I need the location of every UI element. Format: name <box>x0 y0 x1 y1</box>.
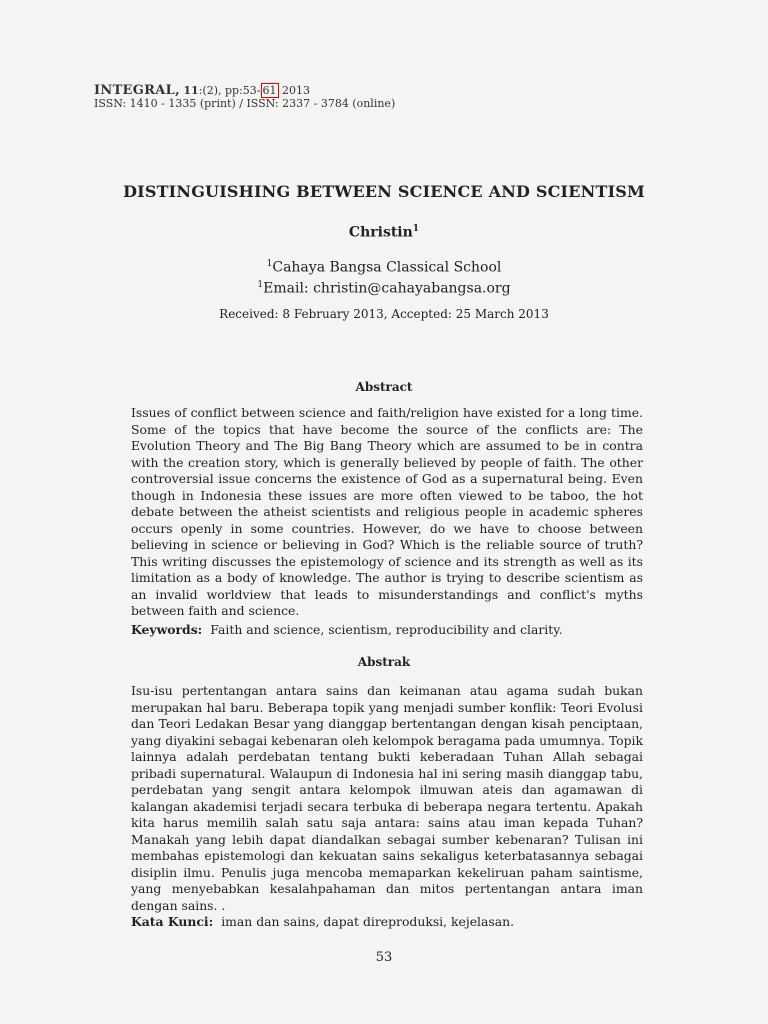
journal-year: 2013 <box>278 84 311 97</box>
author-name: Christin <box>348 224 413 241</box>
school-affiliation-mark: 1 <box>266 259 273 269</box>
kata-kunci-label: Kata Kunci: <box>131 914 214 929</box>
kata-kunci-text: iman dan sains, dapat direproduksi, kejelasan. <box>221 914 515 929</box>
paper-title: DISTINGUISHING BETWEEN SCIENCE AND SCIENTISM <box>123 182 645 201</box>
abstract-text: Issues of conflict between science and faith/religion have existed for a long time. Some of the topics that have become the source of the conflicts are: The Evolution Theory and The Big Bang Theory which are assumed to be in contra with the creation story, which is generally believed by people of faith. The other controversial issue concerns the existence of God as a supernatural being. Even though in Indonesia these issues are more often viewed to be taboo, the hot debate between the atheist scientists and religious people in academic spheres occurs openly in some countries. However, do we have to choose between believing in science or believing in God? Which is the reliable source of truth? This writing discusses the epistemology of science and its strength as well as its limitation as a body of knowledge. The author is trying to describe scientism as an invalid worldview that leads to misunderstandings and conflict's myths between faith and science. <box>131 405 643 618</box>
received-accepted-dates: Received: 8 February 2013, Accepted: 25 March 2013 <box>219 307 549 321</box>
affiliation-school-line <box>0 256 768 277</box>
kata-kunci-line <box>131 914 651 929</box>
abstrak-text: Isu-isu pertentangan antara sains dan keimanan atau agama sudah bukan merupakan hal baru. Beberapa topik yang menjadi sumber konflik: Teori Evolusi dan Teori Ledakan Besar yang dianggap bertentangan dengan kisah penciptaan, yang diyakini sebagai kebenaran oleh kelompok beragama pada umumnya. Topik lainnya adalah perdebatan tentang bukti keberadaan Tuhan Allah sebagai pribadi supernatural. Walaupun di Indonesia hal ini sering masih dianggap tabu, perdebatan yang sengit antara kelompok ilmuwan ateis dan agamawan di kalangan akademisi terjadi secara terbuka di beberapa negara tertentu. Apakah kita harus memilih salah satu saja antara: sains atau iman kepada Tuhan? Manakah yang lebih dapat diandalkan sebagai sumber kebenaran? Tulisan ini membahas epistemologi dan kekuatan sains sekaligus keterbatasannya sebagai disiplin ilmu. Penulis juga mencoba memaparkan kekeliruan paham saintisme, yang menyebabkan kesalahpahaman dan mitos pertentangan antara iman dengan sains. . <box>131 683 643 913</box>
author-line <box>0 224 768 241</box>
abstract-heading: Abstract <box>355 380 413 394</box>
citation-line <box>94 84 395 97</box>
author-email: Email: christin@cahayabangsa.org <box>263 280 511 297</box>
abstrak-heading: Abstrak <box>357 655 411 669</box>
end-page-link[interactable]: 61 <box>262 84 277 97</box>
journal-volume: 11 <box>183 84 199 97</box>
affiliation-email-line <box>0 277 768 298</box>
journal-issue-pages: :(2), pp:53- <box>198 84 261 97</box>
affiliation-school: Cahaya Bangsa Classical School <box>272 259 502 276</box>
journal-header <box>94 84 395 110</box>
page-number: 53 <box>375 950 393 965</box>
keywords-text: Faith and science, scientism, reproducibility and clarity. <box>210 622 563 637</box>
keywords-label: Keywords: <box>131 622 203 637</box>
keywords-line <box>131 622 651 637</box>
affiliation-block <box>0 256 768 297</box>
issn-line: ISSN: 1410 - 1335 (print) / ISSN: 2337 - 3784 (online) <box>94 97 396 110</box>
journal-name: INTEGRAL, <box>94 83 180 98</box>
author-affiliation-mark: 1 <box>412 224 420 234</box>
email-affiliation-mark: 1 <box>257 279 264 290</box>
